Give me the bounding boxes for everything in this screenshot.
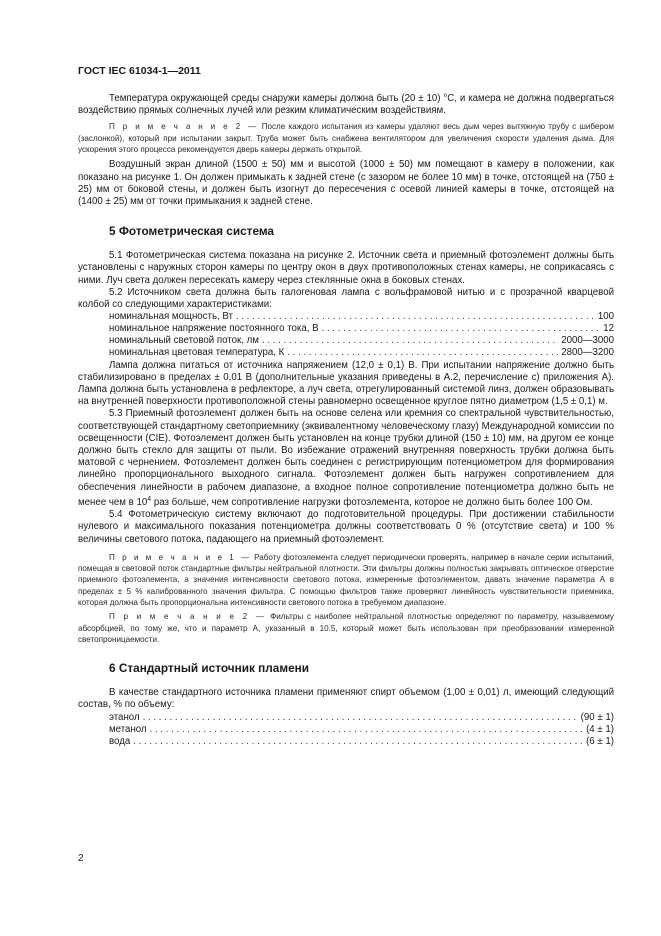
lamp-spec-item: номинальная цветовая температура, К . . . 2800—3200 <box>78 347 614 359</box>
lamp-specs-list <box>78 311 614 359</box>
note-5-2-prefix: П р и м е ч а н и е 2 — <box>109 612 267 622</box>
note-5-1 <box>78 552 614 608</box>
composition-list <box>78 712 614 748</box>
section-heading-5: 5 Фотометрическая система <box>109 224 274 239</box>
note-5-2 <box>78 611 614 645</box>
paragraph-5-2: 5.2 Источником света должна быть галогеновая лампа с вольфрамовой нитью и с прозрачной кварцевой колбой со следующими характеристиками: <box>78 286 614 310</box>
note-2 <box>78 121 614 155</box>
section-heading-6: 6 Стандартный источник пламени <box>109 661 310 676</box>
composition-item: метанол . . . (4 ± 1) <box>78 724 614 736</box>
note-5-2-body: Фильтры с наиболее нейтральной плотностью определяют по параметру, называемому абсорбцией, по тому же, что и параметр А, указанный в 10.5, который может быть использован при преобразовании измеренной светопроницаемости. <box>78 612 614 644</box>
composition-item: этанол . . . (90 ± 1) <box>78 712 614 724</box>
paragraph-6-intro: В качестве стандартного источника пламени применяют спирт объемом (1,00 ± 0,01) л, имеющий следующий состав, % по объему: <box>78 687 614 711</box>
lamp-spec-item: номинальный световой поток, лм . . . 2000—3000 <box>78 335 614 347</box>
composition-item: вода . . . (6 ± 1) <box>78 736 614 748</box>
lamp-spec-item: номинальная мощность, Вт . . . 100 <box>78 311 614 323</box>
note-5-1-prefix: П р и м е ч а н и е 1 — <box>109 552 252 562</box>
document-body <box>78 93 614 748</box>
page-number: 2 <box>78 853 84 864</box>
paragraph-5-3: 5.3 Приемный фотоэлемент должен быть на основе селена или кремния со спектральной чувствительностью, соответствующей стандартному светоприемнику (эквивалентному человеческому глазу) Международной комиссии по освещенности (CIE). Фотоэлемент должен быть установлен на конце трубки длиной (150 ± 10) мм, на другом ее конце должно быть стекло для защиты от пыли. Во избежание отражений внутренняя поверхность трубки должна быть матовой с чернением. Фотоэлемент должен быть соединен с регистрирующим потенциометром для формирования линейно пропорционального выходного сигнала. Фотоэлемент должен быть нагружен сопротивлением для обеспечения линейности в рабочем диапазоне, а входное полное сопротивление потенциометра должно быть не менее чем в $10^4$ раз больше, чем сопротивление нагрузки фотоэлемента, которое не должно быть более 100 Ом. <box>78 408 614 508</box>
paragraph-5-1: 5.1 Фотометрическая система показана на рисунке 2. Источник света и приемный фотоэлемент должны быть установлены с наружных сторон камеры по центру окон в двух противоположных стенах камеры, не соприкасаясь с ними. Луч света должен пересекать камеру через стеклянные окна в боковых стенах. <box>78 250 614 286</box>
paragraph-lamp-power: Лампа должна питаться от источника напряжением (12,0 ± 0,1) В. При испытании напряжение должно быть стабилизировано в пределах ± 0,01 В (дополнительные указания приведены в А.2, перечисление с) приложения А). Лампа должна быть установлена в рефлекторе, а луч света, отрегулированный системой линз, должен образовывать на внутренней поверхности противоположной стены равномерно освещенное круглое пятно диаметром (1,5 ± 0,1) м. <box>78 359 614 408</box>
paragraph-5-4: 5.4 Фотометрическую систему включают до подготовительной процедуры. При достижении стабильности нулевого и максимального показания потенциометра должны соответствовать 0 % (отсутствие света) и 100 % величины светового потока, падающего на приемный фотоэлемент. <box>78 509 614 545</box>
lamp-spec-item: номинальное напряжение постоянного тока, В . . . 12 <box>78 323 614 335</box>
note-5-1-body: Работу фотоэлемента следует периодически проверять, например в начале серии испытаний, помещая в световой поток стандартные фильтры нейтральной плотности. Эти фильтры должны полностью закрывать оптическое отверстие приемного фотоэлемента, а значения интенсивности светового потока, измеренные фотоэлементом, давать значение параметра А в пределах ± 5 % калиброванного значения фильтра. С помощью фильтров также проверяют линейность чувствительности приемника, которая должна быть пропорциональна интенсивности светового потока в требуемом диапазоне. <box>78 552 614 607</box>
paragraph-temperature: Температура окружающей среды снаружи камеры должна быть (20 ± 10) °С, и камера не должна подвергаться воздействию прямых солнечных лучей или резким климатическим воздействиям. <box>78 93 614 117</box>
note-2-prefix: П р и м е ч а н и е 2 — <box>109 122 259 132</box>
document-header: ГОСТ IEC 61034-1—2011 <box>78 65 201 77</box>
paragraph-air-screen: Воздушный экран длиной (1500 ± 50) мм и высотой (1000 ± 50) мм помещают в камеру в положении, как показано на рисунке 1. Он должен примыкать к задней стене (с зазором не более 10 мм) в точке, отстоящей на (750 ± 25) мм от боковой стены, и должен быть изогнут до пересечения с осевой линией камеры в точке, отстоящей на (1400 ± 25) мм от точки примыкания к задней стене. <box>78 159 614 207</box>
note-2-body: После каждого испытания из камеры удаляют весь дым через вытяжную трубу с шибером (заслонкой), который при испытании закрыт. Труба может быть снабжена вентилятором для увеличения скорости удаления дыма. Для ускорения этого процесса рекомендуется дверь камеры держать открытой. <box>78 122 614 154</box>
